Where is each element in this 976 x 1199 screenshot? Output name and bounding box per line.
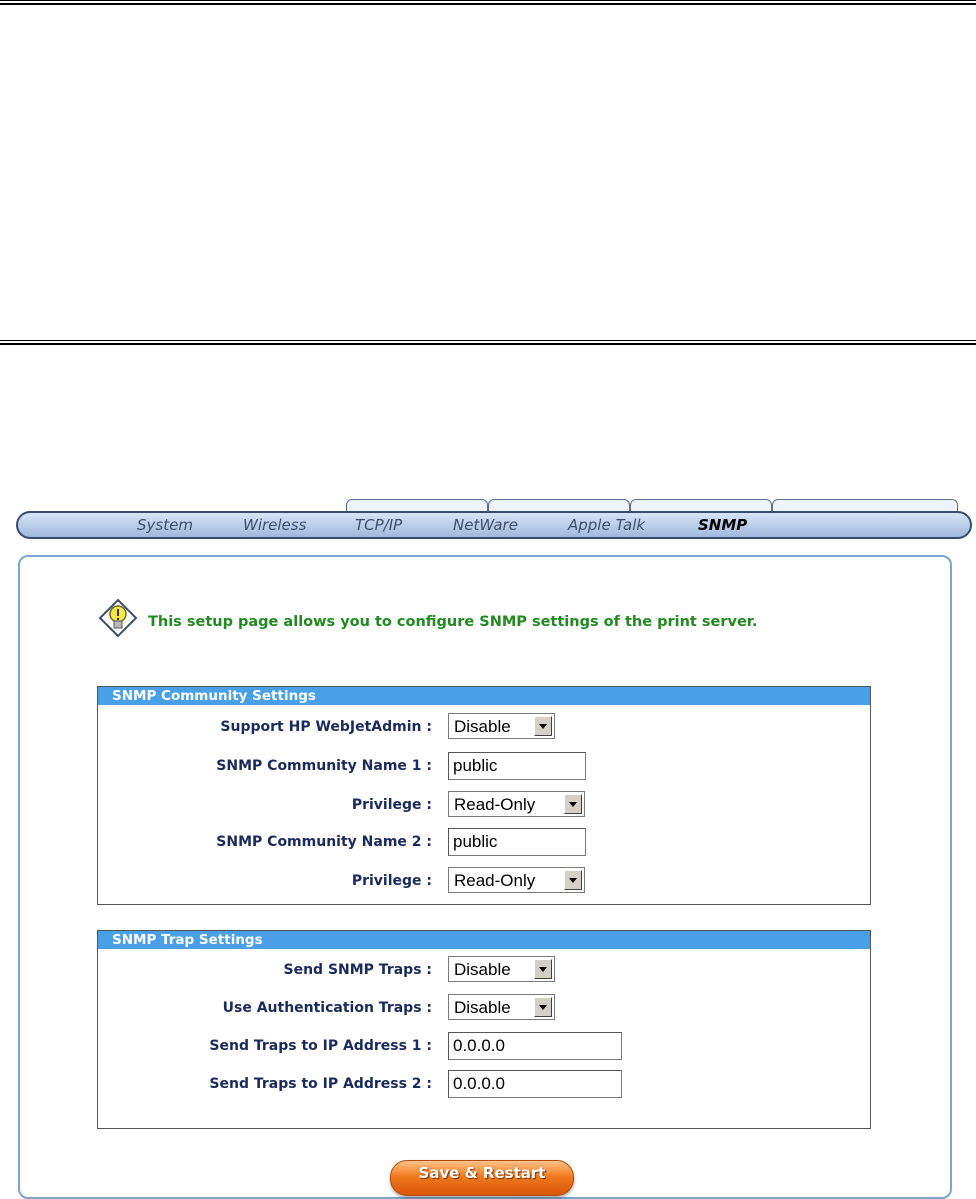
privilege2-select[interactable]: [448, 867, 585, 893]
webjetadmin-label: Support HP WebJetAdmin :: [220, 719, 432, 735]
community-name2-row: [98, 828, 870, 858]
community-settings-section: [97, 686, 871, 905]
tab-wireless[interactable]: Wireless: [243, 516, 307, 534]
privilege2-value: Read-Only: [454, 871, 536, 890]
trap-ip2-label: Send Traps to IP Address 2 :: [209, 1076, 432, 1092]
lightbulb-icon: [98, 598, 142, 642]
privilege2-label: Privilege :: [351, 873, 432, 889]
tab-tcpip[interactable]: TCP/IP: [355, 516, 403, 534]
auth-traps-row: [98, 994, 870, 1024]
webjetadmin-row: [98, 713, 870, 743]
trap-ip2-input[interactable]: [448, 1070, 622, 1098]
tab-snmp[interactable]: SNMP: [698, 516, 748, 534]
trap-ip1-row: [98, 1032, 870, 1062]
webjetadmin-value: Disable: [454, 717, 511, 736]
send-traps-row: [98, 956, 870, 986]
privilege1-label: Privilege :: [351, 797, 432, 813]
community-name2-label: SNMP Community Name 2 :: [216, 834, 432, 850]
webjetadmin-select[interactable]: [448, 713, 555, 739]
privilege2-row: [98, 867, 870, 897]
community-name1-row: [98, 752, 870, 782]
chevron-down-icon[interactable]: [564, 870, 582, 890]
trap-settings-title: SNMP Trap Settings: [98, 931, 870, 949]
trap-ip1-label: Send Traps to IP Address 1 :: [209, 1038, 432, 1054]
top-rule: [0, 0, 976, 5]
info-text: This setup page allows you to configure SNMP settings of the print server.: [148, 614, 758, 630]
community-settings-title: SNMP Community Settings: [98, 687, 870, 705]
chevron-down-icon[interactable]: [534, 959, 552, 979]
save-restart-button[interactable]: Save & Restart: [390, 1160, 574, 1196]
privilege1-value: Read-Only: [454, 795, 536, 814]
trap-settings-section: [97, 930, 871, 1129]
community-name1-input[interactable]: [448, 752, 586, 780]
chevron-down-icon[interactable]: [564, 794, 582, 814]
tab-system[interactable]: System: [137, 516, 193, 534]
send-traps-label: Send SNMP Traps :: [283, 962, 432, 978]
chevron-down-icon[interactable]: [534, 716, 552, 736]
auth-traps-select[interactable]: [448, 994, 555, 1020]
community-name1-label: SNMP Community Name 1 :: [216, 758, 432, 774]
trap-ip1-input[interactable]: [448, 1032, 622, 1060]
send-traps-value: Disable: [454, 960, 511, 979]
tab-bar-tops: [346, 499, 956, 511]
community-name2-input[interactable]: [448, 828, 586, 856]
tab-bar: [16, 499, 974, 541]
send-traps-select[interactable]: [448, 956, 555, 982]
privilege1-row: [98, 791, 870, 821]
tab-netware[interactable]: NetWare: [453, 516, 518, 534]
chevron-down-icon[interactable]: [534, 997, 552, 1017]
tab-appletalk[interactable]: Apple Talk: [568, 516, 646, 534]
auth-traps-label: Use Authentication Traps :: [222, 1000, 432, 1016]
privilege1-select[interactable]: [448, 791, 585, 817]
trap-ip2-row: [98, 1070, 870, 1100]
middle-rule: [0, 340, 976, 345]
auth-traps-value: Disable: [454, 998, 511, 1017]
